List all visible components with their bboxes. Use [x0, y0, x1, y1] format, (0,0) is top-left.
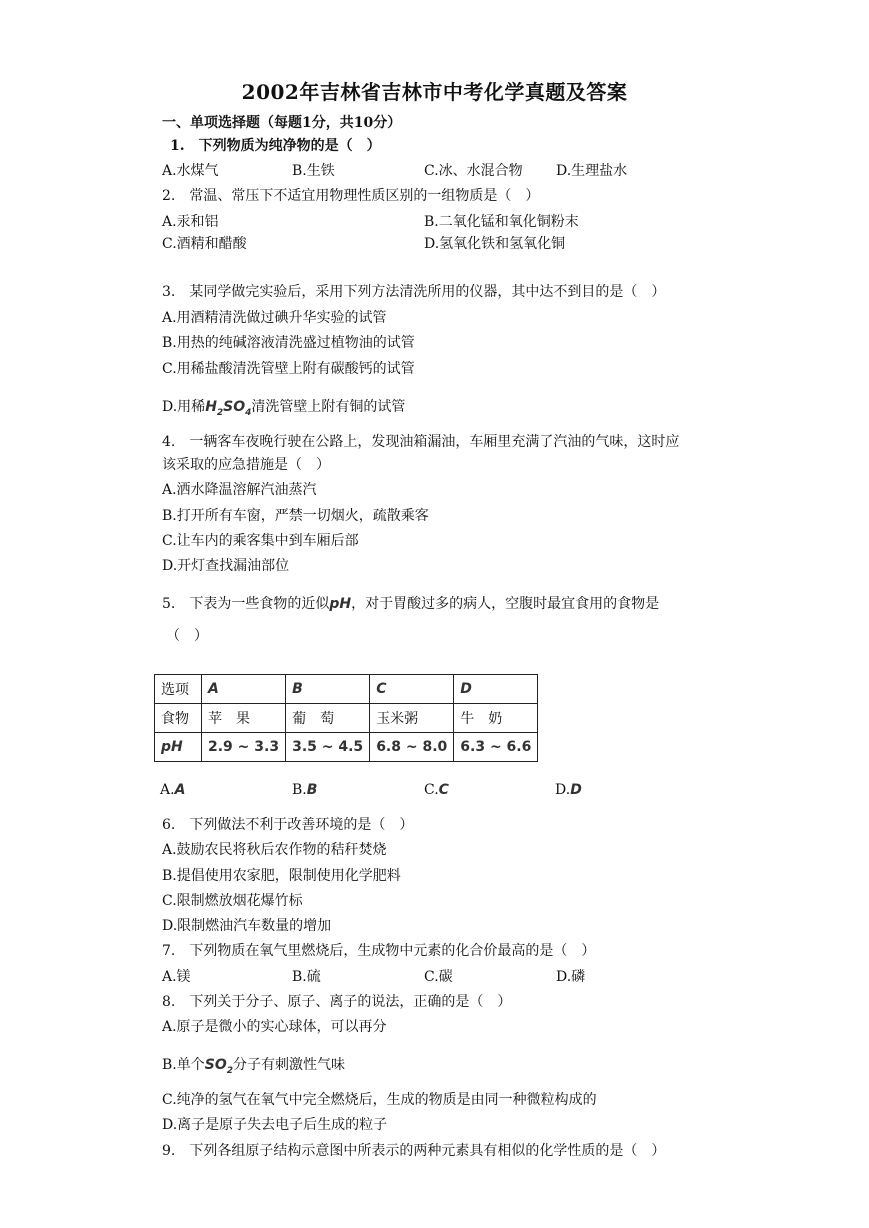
question-1-stem: 1. 下列物质为纯净物的是（ ）: [170, 138, 381, 154]
formula-so: SO: [204, 1057, 227, 1073]
q3-option-c: C.用稀盐酸清洗管壁上附有碳酸钙的试管: [162, 361, 415, 377]
q6-option-d: D.限制燃油汽车数量的增加: [162, 918, 332, 934]
q5-option-b: [292, 780, 317, 800]
q5-stem-suffix: ，对于胃酸过多的病人，空腹时最宜食用的食物是: [351, 596, 660, 612]
formula-ph: pH: [329, 596, 352, 612]
q2-option-b: B.二氧化锰和氧化铜粉末: [424, 214, 579, 230]
q5-option-c-prefix: C.: [424, 782, 439, 798]
q8-option-b-prefix: B.单个: [162, 1057, 205, 1073]
q3-option-a: A.用酒精清洗做过碘升华实验的试管: [162, 310, 387, 326]
q7-option-b: B.硫: [292, 969, 321, 985]
q1-option-b: B.生铁: [292, 163, 335, 179]
formula-so: SO: [223, 399, 246, 415]
question-4-stem-line1: 4. 一辆客车夜晚行驶在公路上，发现油箱漏油，车厢里充满了汽油的气味，这时应: [162, 434, 680, 450]
question-6-stem: 6. 下列做法不利于改善环境的是（ ）: [162, 817, 414, 833]
table-cell: 牛 奶: [454, 704, 538, 733]
table-cell: 6.3 ~ 6.6: [454, 733, 538, 762]
table-cell: 苹 果: [202, 704, 286, 733]
q5-option-a: [160, 780, 185, 800]
question-7-stem: 7. 下列物质在氧气里燃烧后，生成物中元素的化合价最高的是（ ）: [162, 943, 596, 959]
question-8-stem: 8. 下列关于分子、原子、离子的说法，正确的是（ ）: [162, 994, 512, 1010]
q1-option-d: D.生理盐水: [556, 163, 628, 179]
table-row: [155, 704, 538, 733]
q6-option-c: C.限制燃放烟花爆竹标: [162, 893, 303, 909]
table-cell: D: [454, 675, 538, 704]
q8-option-b-suffix: 分子有刺激性气味: [233, 1057, 345, 1073]
section-heading: 一、单项选择题（每题1分，共10分）: [162, 115, 402, 131]
q5-option-c-value: C: [438, 782, 449, 798]
formula-h: H: [205, 399, 217, 415]
q5-stem-prefix: 5. 下表为一些食物的近似: [162, 596, 330, 612]
question-2-stem: 2. 常温、常压下不适宜用物理性质区别的一组物质是（ ）: [162, 188, 540, 204]
question-5-stem: [162, 594, 659, 614]
q2-option-d: D.氢氧化铁和氢氧化铜: [424, 236, 566, 252]
formula-sub-2: 2: [216, 407, 224, 418]
q7-option-c: C.碳: [424, 969, 453, 985]
table-row: [155, 733, 538, 762]
q5-option-d: [555, 780, 582, 800]
q8-option-a: A.原子是微小的实心球体，可以再分: [162, 1019, 387, 1035]
q3-option-d-suffix: 清洗管壁上附有铜的试管: [251, 399, 406, 415]
q3-option-d: [162, 397, 405, 423]
q8-option-c: C.纯净的氢气在氧气中完全燃烧后，生成的物质是由同一种微粒构成的: [162, 1092, 597, 1108]
formula-h2so4: [205, 399, 252, 418]
q7-option-d: D.磷: [556, 969, 586, 985]
q2-option-a: A.汞和铝: [162, 214, 219, 230]
table-row: [155, 675, 538, 704]
table-cell: 玉米粥: [370, 704, 454, 733]
q5-option-a-prefix: A.: [160, 782, 175, 798]
q5-option-d-value: D: [570, 782, 582, 798]
table-cell: 葡 萄: [286, 704, 370, 733]
table-cell: pH: [155, 733, 202, 762]
q5-option-a-value: A: [174, 782, 186, 798]
question-3-stem: 3. 某同学做完实验后，采用下列方法清洗所用的仪器，其中达不到目的是（ ）: [162, 284, 666, 300]
q4-option-a: A.洒水降温溶解汽油蒸汽: [162, 482, 317, 498]
ph-table: [154, 674, 538, 762]
table-cell: 食物: [155, 704, 202, 733]
q5-option-b-prefix: B.: [292, 782, 307, 798]
q3-option-d-prefix: D.用稀: [162, 399, 206, 415]
formula-so2: [204, 1057, 233, 1076]
q5-option-d-prefix: D.: [555, 782, 571, 798]
q4-option-d: D.开灯查找漏油部位: [162, 558, 290, 574]
question-9-stem: 9. 下列各组原子结构示意图中所表示的两种元素具有相似的化学性质的是（ ）: [162, 1143, 666, 1159]
table-cell: 3.5 ~ 4.5: [286, 733, 370, 762]
q6-option-b: B.提倡使用农家肥，限制使用化学肥料: [162, 868, 401, 884]
table-cell: 选项: [155, 675, 202, 704]
q4-option-c: C.让车内的乘客集中到车厢后部: [162, 533, 359, 549]
q1-option-c: C.冰、水混合物: [424, 163, 523, 179]
table-cell: A: [202, 675, 286, 704]
q2-option-c: C.酒精和醋酸: [162, 236, 247, 252]
question-5-stem-line2: （ ）: [166, 628, 208, 644]
q8-option-d: D.离子是原子失去电子后生成的粒子: [162, 1117, 388, 1133]
table-cell: C: [370, 675, 454, 704]
question-4-stem-line2: 该采取的应急措施是（ ）: [162, 457, 330, 473]
q5-option-c: [424, 780, 449, 800]
q5-option-b-value: B: [306, 782, 318, 798]
q4-option-b: B.打开所有车窗，严禁一切烟火，疏散乘客: [162, 508, 429, 524]
q3-option-b: B.用热的纯碱溶液清洗盛过植物油的试管: [162, 335, 415, 351]
q1-option-a: A.水煤气: [162, 163, 219, 179]
page-title: 2002年吉林省吉林市中考化学真题及答案: [241, 80, 628, 104]
table-cell: 6.8 ~ 8.0: [370, 733, 454, 762]
formula-sub-4: 4: [245, 407, 252, 418]
q8-option-b: [162, 1055, 345, 1081]
table-cell: 2.9 ~ 3.3: [202, 733, 286, 762]
formula-sub-2: 2: [226, 1065, 233, 1076]
q6-option-a: A.鼓励农民将秋后农作物的秸秆焚烧: [162, 842, 387, 858]
q7-option-a: A.镁: [162, 969, 191, 985]
table-cell: B: [286, 675, 370, 704]
